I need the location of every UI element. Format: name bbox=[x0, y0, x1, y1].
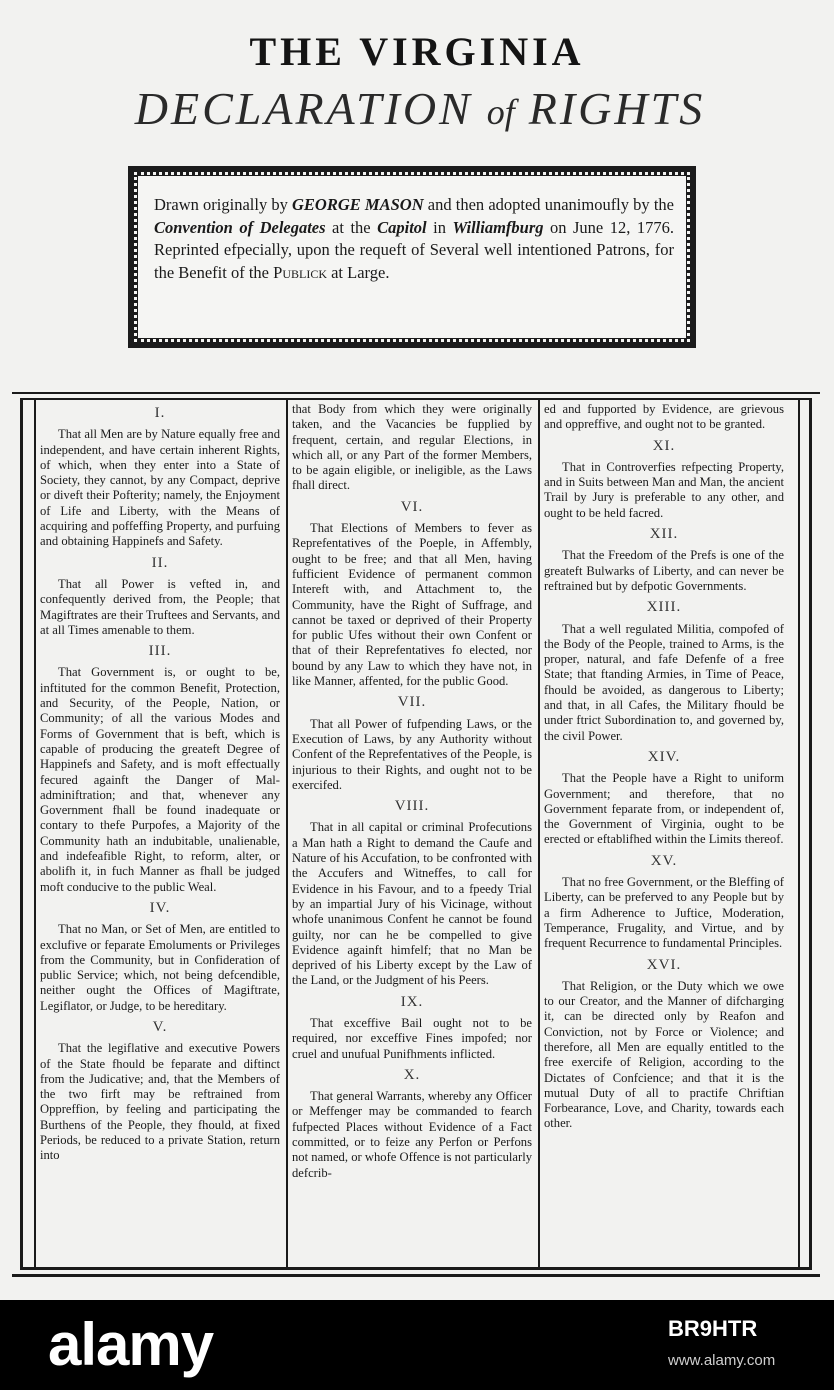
article-text: That no Man, or Set of Men, are entitled to exclufive or feparate Emoluments or Privileges from the Community, but in Confideration of public Service; which, not being defcendible, neither ought the Offices of Magiftrate, Legiflator, or Judge, to be hereditary. bbox=[40, 922, 280, 1013]
image-id: BR9HTR bbox=[668, 1316, 758, 1341]
article-number: XVI. bbox=[646, 956, 682, 973]
cartouche-text-4: in bbox=[426, 217, 453, 237]
article-text: that Body from which they were originally taken, and the Vacancies be fupplied by frequent, certain, and regular Elections, in which all, or any Part of the former Members, to be again eligible, or ineligible, as the Laws fhall direct. bbox=[292, 402, 532, 493]
title-of: of bbox=[486, 92, 515, 132]
cartouche-text-3: at the bbox=[325, 217, 378, 237]
column-divider-1 bbox=[286, 398, 288, 1268]
article-number: X. bbox=[403, 1066, 421, 1083]
publick-word: Publick bbox=[273, 262, 327, 282]
alamy-logo: alamy bbox=[48, 1311, 214, 1378]
cartouche-text-6: at Large. bbox=[326, 262, 390, 282]
article-number: XIV. bbox=[647, 748, 681, 765]
article-number: III. bbox=[148, 643, 172, 660]
text-column-1 bbox=[40, 402, 280, 1264]
ornamental-cartouche bbox=[128, 166, 696, 348]
article-text: That general Warrants, whereby any Officer or Meffenger may be commanded to fearch fufpected Places without Evidence of a Fact committed, or to feize any Perfon or Perfons not named, or whofe Offence is not particularly defcrib- bbox=[292, 1089, 532, 1180]
article-text: That exceffive Bail ought not to be required, nor exceffive Fines impofed; nor cruel and unufual Punifhments inflicted. bbox=[292, 1015, 532, 1061]
place-name: Williamfburg bbox=[452, 217, 544, 237]
article-text: That the Freedom of the Prefs is one of the greateft Bulwarks of Liberty, and can never be reftrained but by defpotic Governments. bbox=[544, 548, 784, 593]
article-text: That in all capital or criminal Profecutions a Man hath a Right to demand the Caufe and Nature of his Accufation, to be confronted with the Accufers and Witneffes, to call for Evidence in his Favour, and to a fpeedy Trial by an impartial Jury of his Vicinage, without whofe unanimous Confent he cannot be found guilty, nor can he be compelled to give Evidence againft himfelf; that no Man be deprived of his Liberty except by the Law of the Land, or the Judgment of his Peers. bbox=[292, 820, 532, 988]
article-text: That all Power is vefted in, and confequently derived from, the People; that Magiftrates are their Truftees and Servants, and at all Times amenable to them. bbox=[40, 576, 280, 637]
text-column-3 bbox=[544, 402, 784, 1264]
article-number: IV. bbox=[149, 899, 171, 916]
title-rights: RIGHTS bbox=[528, 83, 706, 134]
capitol-name: Capitol bbox=[377, 217, 427, 237]
article-number: VII. bbox=[397, 694, 427, 711]
cartouche-text-1: Drawn originally by bbox=[154, 195, 293, 214]
article-number: II. bbox=[151, 554, 169, 571]
article-number: VI. bbox=[400, 498, 424, 515]
article-number: I. bbox=[154, 405, 166, 421]
article-text: That in Controverfies refpecting Property, and in Suits between Man and Man, the ancient Trail by Jury is preferable to any other, and ought to be held facred. bbox=[544, 459, 784, 520]
article-text: ed and fupported by Evidence, are grievous and oppreffive, and ought not to be granted. bbox=[544, 402, 784, 432]
article-number: XI. bbox=[652, 437, 676, 454]
watermark-url: www.alamy.com bbox=[668, 1352, 776, 1369]
article-number: XII. bbox=[649, 526, 679, 543]
author-name: GEORGE MASON bbox=[292, 195, 424, 214]
cartouche-text-5: on June 12, 1776. Reprinted efpecially, upon the requeft of Several well intentioned Patrons, for the Benefit of the bbox=[154, 217, 674, 282]
article-text: That the legiflative and executive Powers of the State fhould be feparate and diftinct from the Judicative; and, that the Members of the two firft may be reftrained from Oppreffion, by feeling and participating the Burthens of the People, they fhould, at fixed Periods, be reduced to a private Station, return into bbox=[40, 1041, 280, 1163]
top-rule bbox=[12, 392, 820, 394]
article-text: That no free Government, or the Bleffing of Liberty, can be preferved to any People but by a firm Adherence to Juftice, Moderation, Temperance, Frugality, and Virtue, and by frequent Recurrence to fundamental Principles. bbox=[544, 875, 784, 951]
article-text: That Elections of Members to fever as Reprefentatives of the Poeple, in Affembly, ought to be free; and that all Men, having fufficient Evidence of permanent common Intereft with, and Attachment to, the Community, have the Right of Suffrage, and cannot be taxed or deprived of their Property for public Ufes without their own Confent or that of their Reprefentatives fo elected, nor bound by any Law to which they have not, in like Manner, affented, for the public Good. bbox=[292, 521, 532, 689]
convention-name: Convention of Delegates bbox=[154, 217, 326, 237]
column-divider-2 bbox=[538, 398, 540, 1268]
article-text: That Religion, or the Duty which we owe to our Creator, and the Manner of difcharging it, can be directed only by Reafon and Conviction, not by Force or Violence; and therefore, all Men are equally entitled to the free exercife of Religion, according to the Dictates of Confcience; and that it is the mutual Duty of all to practife Chriftian Forbearance, Love, and Charity, towards each other. bbox=[544, 978, 784, 1131]
article-number: IX. bbox=[400, 993, 424, 1010]
article-number: XIII. bbox=[646, 599, 682, 616]
article-text: That the People have a Right to uniform Government; and therefore, that no Government feparate from, or independent of, the Government of Virginia, ought to be erected or eftablifhed within the Limits thereof. bbox=[544, 771, 784, 847]
title-line-1: THE VIRGINIA bbox=[249, 29, 585, 74]
article-text: That a well regulated Militia, compofed of the Body of the People, trained to Arms, is the proper, natural, and fafe Defenfe of a free State; that ftanding Armies, in Time of Peace, fhould be avoided, as dangerous to Liberty; and that, in all Cafes, the Military fhould be under ftrict Subordination to, and governed by, the civil Power. bbox=[544, 621, 784, 743]
article-number: V. bbox=[152, 1018, 168, 1035]
bottom-rule bbox=[12, 1274, 820, 1277]
cartouche-text bbox=[154, 194, 674, 284]
article-text: That all Power of fufpending Laws, or the Execution of Laws, by any Authority without Confent of the Reprefentatives of the People, is injurious to their Rights, and ought not to be exercifed. bbox=[292, 716, 532, 792]
article-text: That all Men are by Nature equally free and independent, and have certain inherent Rights, of which, when they enter into a State of Society, they cannot, by any Compact, deprive or diveft their Pofterity; namely, the Enjoyment of Life and Liberty, with the Means of acquiring and poffeffing Property, and purfuing and obtaining Happinefs and Safety. bbox=[40, 427, 280, 549]
text-column-2 bbox=[292, 402, 532, 1264]
article-text: That Government is, or ought to be, inftituted for the common Benefit, Protection, and Security, of the People, Nation, or Community; of all the various Modes and Forms of Government that is beft, which is capable of producing the greateft Degree of Happinefs and Safety, and is moft effectually fecured againft the Danger of Mal-adminiftration; and that, whenever any Government fhall be found inadequate or contary to thefe Purpofes, a Majority of the Community hath an indubitable, unalienable, and indefeafible Right, to reform, alter, or abolifh it, in fuch Manner as fhall be judged moft conducive to the public Weal. bbox=[40, 665, 280, 894]
article-number: VIII. bbox=[394, 798, 430, 815]
title-line-2 bbox=[70, 82, 770, 135]
title-declaration: DECLARATION bbox=[134, 83, 473, 134]
cartouche-text-2: and then adopted unanimoufly by the bbox=[423, 195, 674, 214]
article-number: XV. bbox=[650, 852, 678, 869]
